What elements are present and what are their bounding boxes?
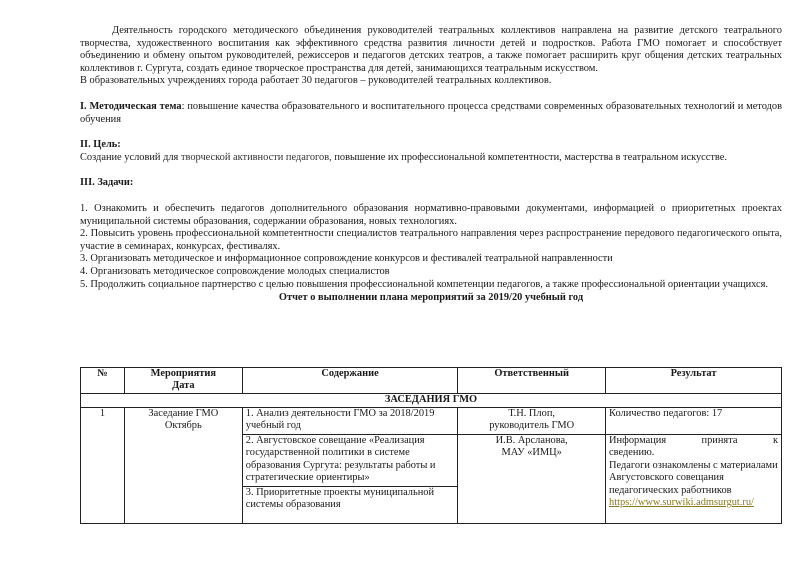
content-item: 2. Августовское совещание «Реализация государственной политики в системе образования Сургута: результаты работы и стратегические ориентиры» (242, 435, 458, 487)
header-event-line1: Мероприятия (150, 368, 216, 379)
responsible-cell (458, 408, 606, 435)
task-item: 2. Повысить уровень профессиональной компетентности специалистов театрального направления через распространение передового педагогического опыта, участие в семинарах, конкурсах, фестивалях. (80, 228, 782, 252)
methodical-theme-label: I. Методическая тема (80, 100, 182, 112)
task-item: 1. Ознакомить и обеспечить педагогов дополнительного образования нормативно-правовыми документами, информацией о приоритетных проектах муниципальной системы образования, содержании образования, новых технологиях. (80, 202, 782, 227)
methodical-theme (80, 101, 782, 126)
responsible-name: Т.Н. Плоп, (508, 408, 555, 419)
goal-text (80, 152, 782, 165)
content-item: 1. Анализ деятельности ГМО за 2018/2019 учебный год (242, 408, 458, 435)
row-num: 1 (81, 408, 125, 524)
responsible-org: МАУ «ИМЦ» (501, 447, 562, 459)
row-event-name: Заседание ГМО (148, 408, 219, 419)
result-text: Педагоги ознакомлены с материалами Августовского совещания педагогических работников (609, 459, 778, 496)
tasks-heading: III. Задачи: (80, 177, 134, 189)
responsible-name: И.В. Арсланова, (495, 435, 568, 446)
result-word: Информация (609, 435, 667, 446)
teachers-count-paragraph: В образовательных учреждениях города работает 30 педагогов – руководителей театральных коллективов. (80, 75, 552, 87)
responsible-cell (458, 435, 606, 524)
result-word: к (772, 435, 778, 446)
report-table (80, 367, 782, 524)
header-num: № (81, 368, 125, 394)
goal-heading: II. Цель: (80, 139, 121, 151)
header-content: Содержание (242, 368, 458, 394)
report-title: Отчет о выполнении плана мероприятий за 2019/20 учебный год (278, 292, 584, 304)
result-line (609, 435, 778, 447)
header-responsible: Ответственный (458, 368, 606, 394)
header-event-line2: Дата (172, 380, 195, 392)
section-row (81, 394, 782, 408)
goal-text-b: творческой активности педагогов, (180, 151, 332, 163)
table-row (81, 408, 782, 435)
row-event (124, 408, 242, 524)
row-event-date: Октябрь (164, 420, 202, 432)
result-cell (606, 435, 782, 524)
result-word: принята (701, 435, 738, 446)
header-event (124, 368, 242, 394)
header-result: Результат (606, 368, 782, 394)
goal-text-a: Создание условий для (80, 151, 181, 163)
methodical-theme-text: : повышение качества образовательного и воспитательного процесса средствами современных образовательных технологий и методов обучения (80, 100, 782, 125)
responsible-role: руководитель ГМО (489, 420, 575, 432)
result-cell: Количество педагогов: 17 (606, 408, 782, 435)
task-item: 5. Продолжить социальное партнерство с целью повышения профессиональной компетенции педагогов, а также профессиональной ориентации учащихся. (80, 278, 769, 290)
intro-paragraph: Деятельность городского методического объединения руководителей театральных коллективов направлена на развитие детского театрального творчества, художественного воспитания как эффективного средства развития личности детей и подростков. Работа ГМО помогает и способствует объединению и обмену опытом руководителей, режиссеров и педагогов детских театров, а также помогает расширить круг общения детских театральных коллективов г. Сургута, создать единое творческое пространства для детей, занимающихся театральным искусством. (80, 25, 782, 74)
table-header-row (81, 368, 782, 394)
result-text: сведению. (609, 447, 655, 459)
content-item: 3. Приоритетные проекты муниципальной системы образования (242, 487, 458, 524)
document-body (80, 25, 782, 305)
task-item: 4. Организовать методическое сопровождение молодых специалистов (80, 265, 390, 277)
task-item: 3. Организовать методическое и информационное сопровождение конкурсов и фестивалей театральной направленности (80, 253, 613, 265)
goal-text-c: повышение их профессиональной компетентности, мастерства в театральном искусстве. (331, 151, 727, 163)
surwiki-link[interactable]: https://www.surwiki.admsurgut.ru/ (609, 497, 754, 509)
section-title: ЗАСЕДАНИЯ ГМО (81, 394, 782, 408)
